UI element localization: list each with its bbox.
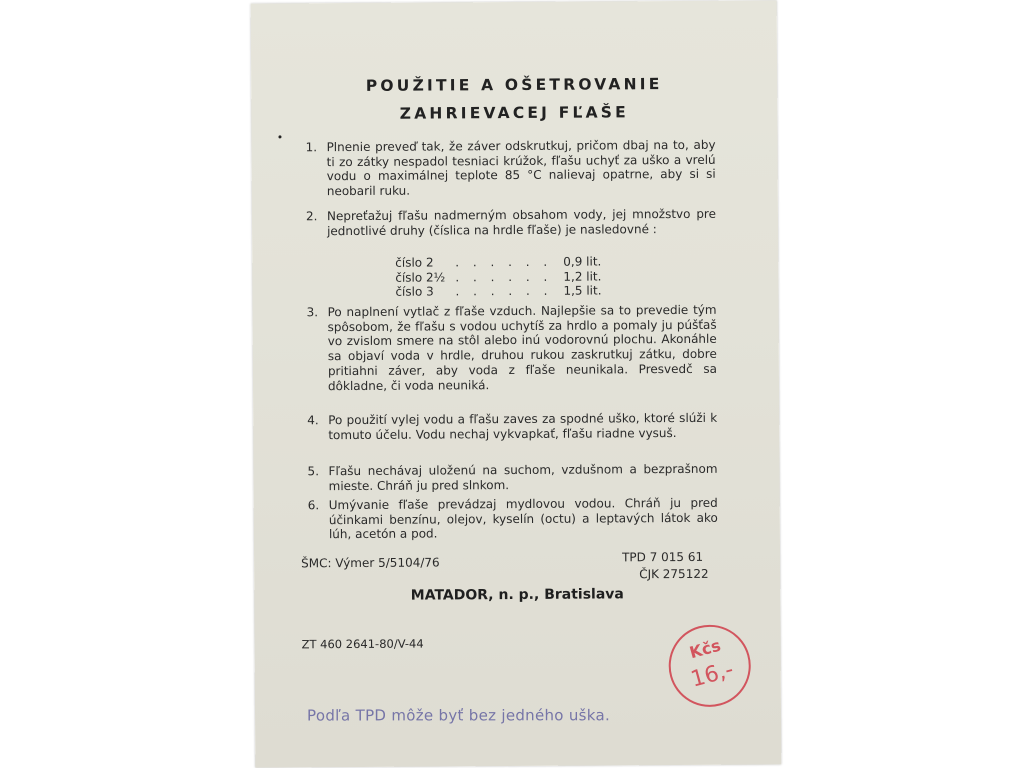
capacity-dots: . . . . . . — [455, 254, 553, 270]
item-number: 1. — [305, 140, 318, 155]
capacity-dots: . . . . . . — [455, 284, 553, 299]
item-text: Po použití vylej vodu a fľašu zaves za spodné uško, ktoré slúži k tomuto účelu. Vodu nechaj vykvapkať, fľašu riadne vysuš. — [328, 410, 718, 442]
capacity-volume: 1,2 lit. — [563, 269, 602, 284]
item-number: 6. — [307, 498, 320, 513]
item-text: Po naplnení vytlač z fľaše vzduch. Najlepšie sa to prevedie tým spôsobom, že fľašu s vodou uchytíš za hrdlo a pomaly ju púšťaš vo zvislom smere na stôl alebo inú vodorovnú plochu. Akonáhle sa objaví voda v hrdle, druhou rukou zaskrutkuj zátku, dobre pritiahni záver, aby voda z fľaše neunikala. Presvedč sa dôkladne, či voda neuniká. — [327, 302, 717, 393]
tpd-note-stamp: Podľa TPD môže byť bez jedného uška. — [307, 706, 611, 725]
capacity-dots: . . . . . . — [455, 269, 553, 285]
item-number: 4. — [307, 413, 319, 428]
capacity-size: číslo 3 — [395, 284, 434, 300]
capacity-size: číslo 2½ — [395, 270, 446, 285]
instruction-item — [308, 496, 718, 543]
capacity-row — [395, 254, 625, 270]
instruction-item — [307, 303, 718, 394]
capacity-size: číslo 2 — [395, 255, 434, 270]
instruction-item — [307, 462, 717, 494]
item-number: 5. — [307, 464, 320, 479]
item-text: Umývanie fľaše prevádzaj mydlovou vodou. Chráň ju pred účinkami benzínu, olejov, kyselín (octu) a leptavých látok ako lúh, acetón a pod. — [328, 495, 718, 542]
title-line-1: POUŽITIE A OŠETROVANIE — [365, 75, 663, 95]
capacity-volume: 1,5 lit. — [563, 283, 602, 299]
smc-reference: ŠMC: Výmer 5/5104/76 — [301, 555, 440, 571]
capacity-volume: 0,9 lit. — [563, 254, 602, 269]
capacity-table — [395, 254, 625, 299]
zt-reference: ZT 460 2641-80/V-44 — [301, 636, 424, 652]
speck-mark — [278, 135, 281, 138]
item-number: 3. — [306, 305, 319, 320]
capacity-row — [395, 284, 625, 300]
item-text: Fľašu nechávaj uloženú na suchom, vzdušnom a bezprašnom mieste. Chráň ju pred slnkom. — [328, 461, 718, 493]
price-stamp — [659, 615, 760, 716]
price-value: 16,- — [688, 657, 737, 693]
title-line-2: ZAHRIEVACEJ FĽAŠE — [399, 103, 629, 123]
item-text: Plnenie preveď tak, že záver odskrutkuj, pričom dbaj na to, aby ti zo zátky nespadol tesniaci krúžok, fľašu uchyť za uško a vrelú vodu o maximálnej teplote 85 °C nalievaj opatrne, aby si si neobaril ruku. — [326, 137, 716, 199]
cjk-reference: ČJK 275122 — [639, 566, 709, 582]
item-number: 2. — [305, 209, 318, 224]
item-text: Nepreťažuj fľašu nadmerným obsahom vody, jej množstvo pre jednotlivé druhy (číslica na hrdle fľaše) je nasledovné : — [326, 206, 717, 238]
manufacturer-name: MATADOR, n. p., Bratislava — [410, 586, 624, 604]
capacity-row — [395, 269, 625, 285]
instruction-item — [307, 411, 717, 443]
instruction-item — [306, 138, 716, 199]
tpd-reference: TPD 7 015 61 — [622, 549, 704, 565]
instruction-sheet — [251, 0, 782, 767]
instruction-item — [306, 207, 716, 239]
currency-label: Kčs — [687, 635, 723, 663]
